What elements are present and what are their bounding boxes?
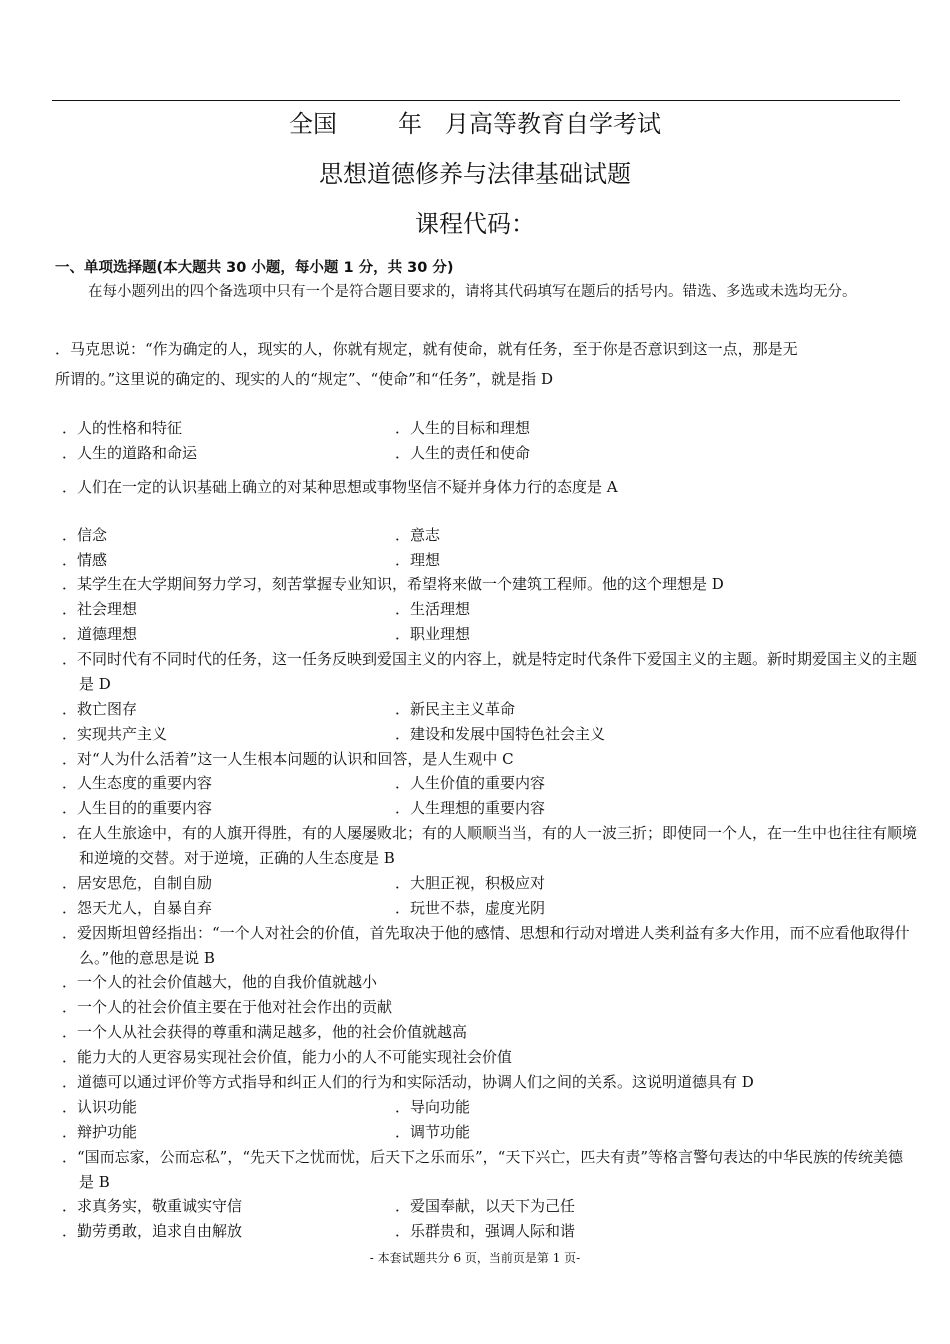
- option-b: ．人生的目标和理想: [395, 419, 531, 437]
- option-a: ．人生态度的重要内容: [62, 774, 213, 792]
- option-c: ．辩护功能: [62, 1123, 138, 1141]
- question-stem: 所谓的。”这里说的确定的、现实的人的“规定”、“使命”和“任务”，就是指 D: [55, 370, 553, 388]
- option-b: ．生活理想: [395, 600, 471, 618]
- option-d: ．乐群贵和，强调人际和谐: [395, 1222, 576, 1240]
- option-a: ．信念: [62, 526, 108, 544]
- option-b: ．大胆正视，积极应对: [395, 874, 546, 892]
- question-stem: ．在人生旅途中，有的人旗开得胜，有的人屡屡败北；有的人顺顺当当，有的人一波三折；即使同一个人，在一生中也往往有顺境和逆境的交替。对于逆境，正确的人生态度是 B: [62, 824, 918, 867]
- option-a: ．社会理想: [62, 600, 138, 618]
- question-stem: ．道德可以通过评价等方式指导和纠正人们的行为和实际活动，协调人们之间的关系。这说明道德具有 D: [62, 1073, 754, 1091]
- option-c: ．人生目的的重要内容: [62, 799, 213, 817]
- course-code-label: 课程代码：: [415, 210, 535, 238]
- page-footer: - 本套试题共分 6 页，当前页是第 1 页-: [369, 1251, 581, 1265]
- option-c: ．一个人从社会获得的尊重和满足越多，他的社会价值就越高: [62, 1023, 468, 1041]
- option-c: ．道德理想: [62, 625, 138, 643]
- option-d: ．能力大的人更容易实现社会价值，能力小的人不可能实现社会价值: [62, 1048, 513, 1066]
- option-d: ．建设和发展中国特色社会主义: [395, 725, 606, 743]
- section-heading: 一、单项选择题(本大题共 30 小题，每小题 1 分，共 30 分): [55, 260, 454, 276]
- option-a: ．一个人的社会价值越大，他的自我价值就越小: [62, 973, 378, 991]
- section-instructions: 在每小题列出的四个备选项中只有一个是符合题目要求的，请将其代码填写在题后的括号内。错选、多选或未选均无分。: [88, 284, 857, 300]
- option-d: ．调节功能: [395, 1123, 471, 1141]
- question-stem: ．某学生在大学期间努力学习，刻苦掌握专业知识，希望将来做一个建筑工程师。他的这个理想是 D: [62, 575, 724, 593]
- option-a: ．认识功能: [62, 1098, 138, 1116]
- option-b: ．人生价值的重要内容: [395, 774, 546, 792]
- option-a: ．救亡图存: [62, 700, 138, 718]
- option-d: ．人生理想的重要内容: [395, 799, 546, 817]
- question-stem: ．人们在一定的认识基础上确立的对某种思想或事物坚信不疑并身体力行的态度是 A: [62, 478, 618, 496]
- option-b: ．爱国奉献，以天下为己任: [395, 1197, 576, 1215]
- option-d: ．玩世不恭，虚度光阴: [395, 899, 546, 917]
- option-b: ．一个人的社会价值主要在于他对社会作出的贡献: [62, 998, 393, 1016]
- option-d: ．人生的责任和使命: [395, 444, 531, 462]
- option-b: ．导向功能: [395, 1098, 471, 1116]
- question-stem: ．“国而忘家，公而忘私”，“先天下之忧而忧，后天下之乐而乐”，“天下兴亡，匹夫有责”等格言警句表达的中华民族的传统美德是 B: [62, 1148, 904, 1191]
- option-b: ．新民主主义革命: [395, 700, 516, 718]
- question-stem: ．对“人为什么活着”这一人生根本问题的认识和回答，是人生观中 C: [62, 750, 514, 768]
- subject-title: 思想道德修养与法律基础试题: [319, 160, 631, 188]
- option-c: ．人生的道路和命运: [62, 444, 198, 462]
- option-d: ．理想: [395, 551, 441, 569]
- option-c: ．勤劳勇敢，追求自由解放: [62, 1222, 243, 1240]
- option-a: ．求真务实，敬重诚实守信: [62, 1197, 243, 1215]
- question-stem: ．马克思说：“作为确定的人，现实的人，你就有规定，就有使命，就有任务，至于你是否意识到这一点，那是无: [55, 340, 798, 358]
- option-c: ．实现共产主义: [62, 725, 168, 743]
- option-a: ．人的性格和特征: [62, 419, 183, 437]
- option-b: ．意志: [395, 526, 441, 544]
- question-stem: ．不同时代有不同时代的任务，这一任务反映到爱国主义的内容上，就是特定时代条件下爱国主义的主题。新时期爱国主义的主题是 D: [62, 650, 918, 693]
- top-rule: [52, 100, 900, 101]
- exam-title: 全国 年 月高等教育自学考试: [289, 110, 661, 138]
- option-d: ．职业理想: [395, 625, 471, 643]
- option-a: ．居安思危，自制自励: [62, 874, 213, 892]
- option-c: ．情感: [62, 551, 108, 569]
- question-stem: ．爱因斯坦曾经指出：“一个人对社会的价值，首先取决于他的感情、思想和行动对增进人类利益有多大作用，而不应看他取得什么。”他的意思是说 B: [62, 924, 910, 967]
- option-c: ．怨天尤人，自暴自弃: [62, 899, 213, 917]
